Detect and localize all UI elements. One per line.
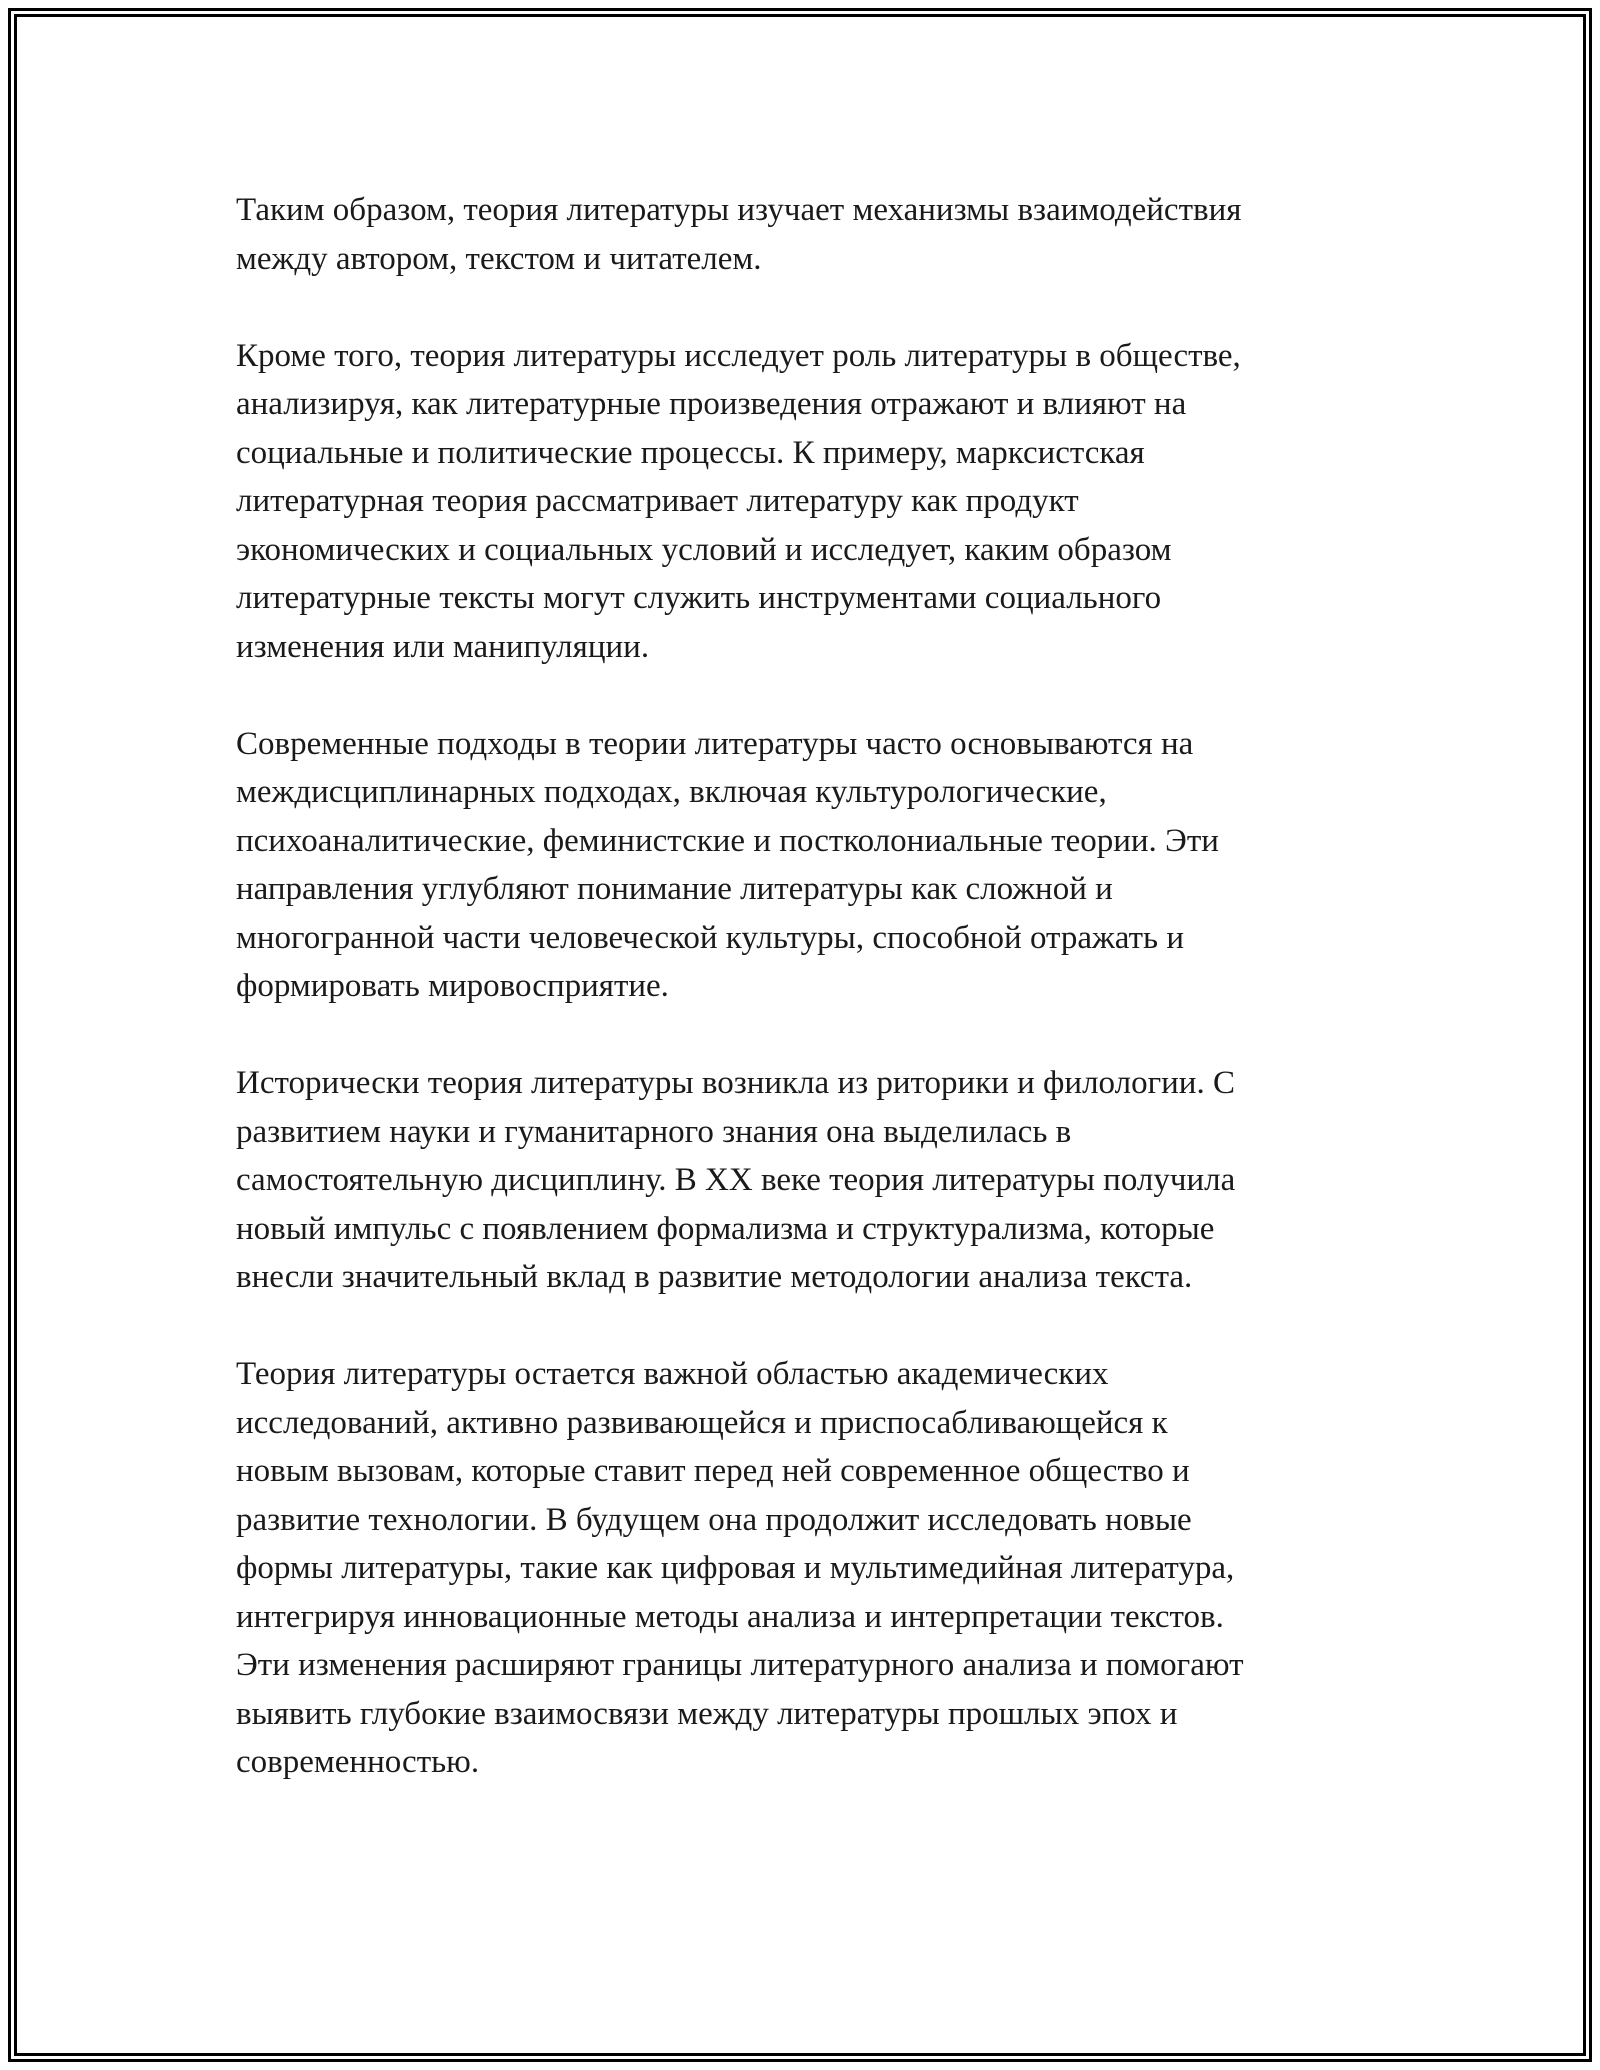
paragraph: Кроме того, теория литературы исследует роль литературы в обществе, анализируя, как литературные произведения отражают и влияют на социальные и политические процессы. К примеру, марксистская литературная теория рассматривает литературу как продукт экономических и социальных условий и исследует, каким образом литературные тексты могут служить инструментами социального изменения или манипуляции. (236, 337, 1241, 665)
paragraph: Современные подходы в теории литературы часто основываются на междисциплинарных подходах, включая культурологические, психоаналитические, феминистские и постколониальные теории. Эти направления углубляют понимание литературы как сложной и многогранной части человеческой культуры, способной отражать и формировать мировосприятие. (236, 725, 1219, 1004)
paragraph: Исторически теория литературы возникла из риторики и филологии. С развитием науки и гуманитарного знания она выделилась в самостоятельную дисциплину. В XX веке теория литературы получила новый импульс с появлением формализма и структурализма, которые внесли значительный вклад в развитие методологии анализа текста. (236, 1065, 1236, 1295)
paragraph: Теория литературы остается важной областью академических исследований, активно развивающейся и приспосабливающейся к новым вызовам, которые ставит перед ней современное общество и развитие технологии. В будущем она продолжит исследовать новые формы литературы, такие как цифровая и мультимедийная литература, интегрируя инновационные методы анализа и интерпретации текстов. Эти изменения расширяют границы литературного анализа и помогают выявить глубокие взаимосвязи между литературы прошлых эпох и современностью. (236, 1356, 1244, 1780)
paragraph: Таким образом, теория литературы изучает механизмы взаимодействия между автором, текстом и читателем. (236, 192, 1242, 277)
document-body (236, 186, 1386, 1787)
